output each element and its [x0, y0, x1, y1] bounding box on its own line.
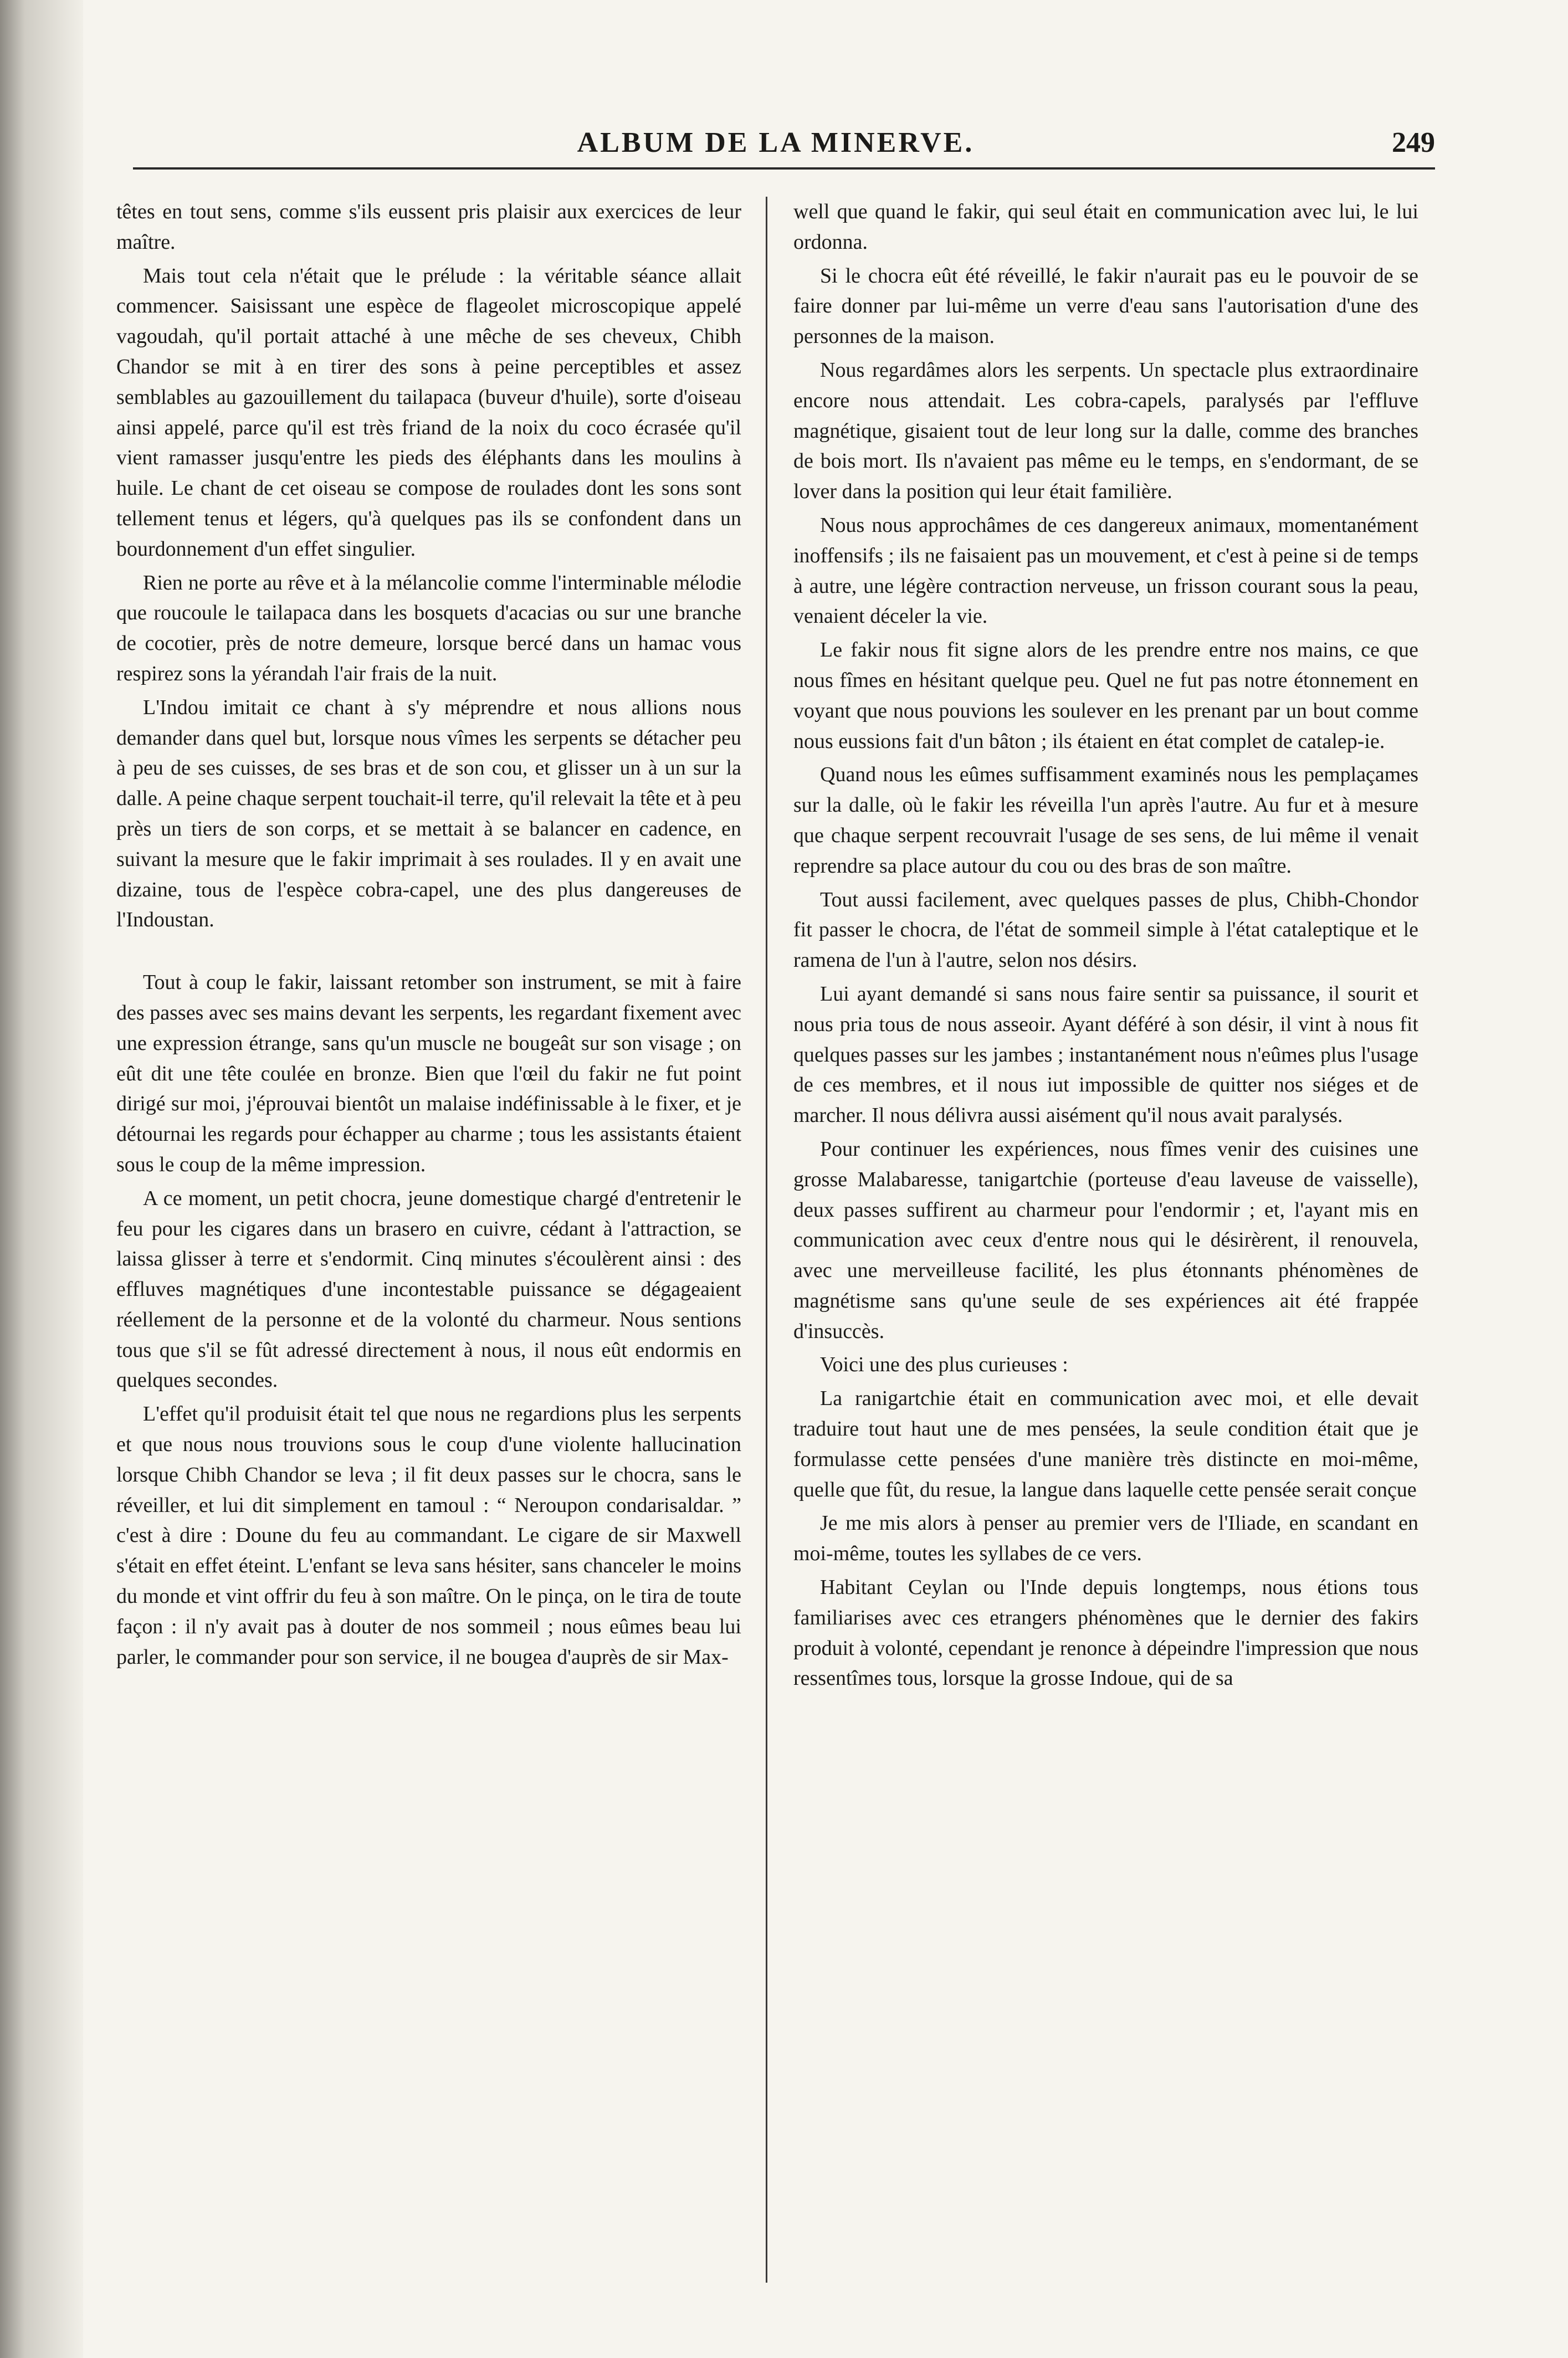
paragraph: A ce moment, un petit chocra, jeune domestique chargé d'entretenir le feu pour les cigares dans un brasero en cuivre, cédant à l'attraction, se laissa glisser à terre et s'endormit. Cinq minutes s'écoulèrent ainsi : des effluves magnétiques d'une incontestable puissance se dégageaient réellement de la personne et de la volonté du charmeur. Nous sentions tous que s'il se fût adressé directement à nous, il nous eût endormis en quelques secondes. — [116, 1186, 741, 1392]
paragraph: Rien ne porte au rêve et à la mélancolie comme l'interminable mélodie que roucoule le tailapaca dans les bosquets d'acacias ou sur une branche de cocotier, près de notre demeure, lorsque bercé dans un hamac vous respirez sons la yérandah l'air frais de la nuit. — [116, 571, 741, 685]
paragraph: Tout à coup le fakir, laissant retomber son instrument, se mit à faire des passes avec ses mains devant les serpents, les regardant fixement avec une expression étrange, sans qu'un muscle ne bougeât sur son visage ; on eût dit une tête coulée en bronze. Bien que l'œil du fakir ne fut point dirigé sur moi, j'éprouvai bientôt un malaise indéfinissable à le fixer, et je détournai les regards pour échapper au charme ; tous les assistants étaient sous le coup de la même impression. — [116, 971, 741, 1176]
paragraph: Je me mis alors à penser au premier vers de l'Iliade, en scandant en moi-même, toutes les syllabes de ce vers. — [793, 1511, 1418, 1566]
header-rule — [133, 167, 1435, 170]
header-title: ALBUM DE LA MINERVE. — [577, 127, 975, 158]
paragraph: Le fakir nous fit signe alors de les prendre entre nos mains, ce que nous fîmes en hésitant quelque peu. Quel ne fut pas notre étonnement en voyant que nous pouvions les soulever en les prenant par un bout comme nous eussions fait d'un bâton ; ils étaient en état complet de catalep-ie. — [793, 638, 1418, 753]
paragraph: Pour continuer les expériences, nous fîmes venir des cuisines une grosse Malabaresse, tanigartchie (porteuse d'eau laveuse de vaisselle), deux passes suffirent au charmeur pour l'endormir ; et, l'ayant mis en communication avec ceux d'entre nous qui le désirèrent, il renouvela, avec une merveilleuse facilité, les plus étonnants phénomènes de magnétisme sans qu'une seule de ses expériences ait été frappée d'insuccès. — [793, 1137, 1418, 1343]
paragraph: Quand nous les eûmes suffisamment examinés nous les pemplaçames sur la dalle, où le fakir les réveilla l'un après l'autre. Au fur et à mesure que chaque serpent recouvrait l'usage de ses sens, de lui même il venait reprendre sa place autour du cou ou des bras de son maître. — [793, 763, 1418, 878]
right-column — [793, 197, 1418, 2297]
paragraph: La ranigartchie était en communication avec moi, et elle devait traduire tout haut une de mes pensées, la seule condition était que je formulasse cette pensées d'une manière très distincte en moi-même, quelle que fût, du resue, la langue dans laquelle cette pensée serait conçue — [793, 1387, 1418, 1501]
paragraph: Nous regardâmes alors les serpents. Un spectacle plus extraordinaire encore nous attendait. Les cobra-capels, paralysés par l'effluve magnétique, gisaient tout de leur long sur la dalle, comme des branches de bois mort. Ils n'avaient pas même eu le temps, en s'endormant, de se lover dans la position qui leur était familière. — [793, 358, 1418, 504]
running-header — [116, 126, 1435, 160]
column-divider — [766, 197, 767, 2283]
paragraph: L'Indou imitait ce chant à s'y méprendre et nous allions nous demander dans quel but, lorsque nous vîmes les serpents se détacher peu à peu de ses cuisses, de ses bras et de son cou, et glisser un à un sur la dalle. A peine chaque serpent touchait-il terre, qu'il relevait la tête et à peu près un tiers de son corps, et se mettait à se balancer en cadence, en suivant la mesure que le fakir imprimait à ses roulades. Il y en avait une dizaine, tous de l'espèce cobra-capel, une des plus dangereuses de l'Indoustan. — [116, 695, 741, 932]
paragraph: Nous nous approchâmes de ces dangereux animaux, momentanément inoffensifs ; ils ne faisaient pas un mouvement, et c'est à peine si de temps à autre, une légère contraction nerveuse, un frisson courant sous la peau, venaient déceler la vie. — [793, 513, 1418, 628]
binding-gutter-shadow — [0, 0, 83, 2358]
paragraph: Mais tout cela n'était que le prélude : la véritable séance allait commencer. Saisissant une espèce de flageolet microscopique appelé vagoudah, qu'il portait attaché à une mêche de ses cheveux, Chibh Chandor se mit à en tirer des sons à peine perceptibles et assez semblables au gazouillement du tailapaca (buveur d'huile), sorte d'oiseau ainsi appelé, parce qu'il est très friand de la noix du coco écrasée qu'il vient ramasser jusqu'entre les pieds des éléphants dans les moulins à huile. Le chant de cet oiseau se compose de roulades dont les sons sont tellement tenus et légers, qu'à quelques pas ils se confondent dans un bourdonnement d'un effet singulier. — [116, 264, 741, 561]
paragraph: Habitant Ceylan ou l'Inde depuis longtemps, nous étions tous familiarises avec ces etrangers phénomènes que le dernier des fakirs produit à volonté, cependant je renonce à dépeindre l'impression que nous ressentîmes tous, lorsque la grosse Indoue, qui de sa — [793, 1576, 1418, 1690]
paragraph: Si le chocra eût été réveillé, le fakir n'aurait pas eu le pouvoir de se faire donner par lui-même un verre d'eau sans l'autorisation d'une des personnes de la maison. — [793, 264, 1418, 348]
paragraph: Voici une des plus curieuses : — [820, 1353, 1068, 1377]
paragraph: well que quand le fakir, qui seul était en communication avec lui, le lui ordonna. — [793, 200, 1418, 254]
left-column — [116, 197, 741, 2297]
page — [116, 105, 1435, 2299]
paragraph: Lui ayant demandé si sans nous faire sentir sa puissance, il sourit et nous pria tous de nous asseoir. Ayant déféré à son désir, il vint à nous fit quelques passes sur les jambes ; instantanément nous n'eûmes plus l'usage de ces membres, et il nous iut impossible de quitter nos siéges et de marcher. Il nous délivra aussi aisément qu'il nous avait paralysés. — [793, 982, 1418, 1127]
page-number: 249 — [1392, 127, 1435, 158]
paragraph: Tout aussi facilement, avec quelques passes de plus, Chibh-Chondor fit passer le chocra, de l'état de sommeil simple à l'état cataleptique et le ramena de l'un à l'autre, selon nos désirs. — [793, 888, 1418, 972]
paragraph: L'effet qu'il produisit était tel que nous ne regardions plus les serpents et que nous nous trouvions sous le coup d'une violente hallucination lorsque Chibh Chandor se leva ; il fit deux passes sur le chocra, sans le réveiller, et lui dit simplement en tamoul : “ Neroupon condarisaldar. ” c'est à dire : Doune du feu au commandant. Le cigare de sir Maxwell s'était en effet éteint. L'enfant se leva sans hésiter, sans chanceler le moins du monde et vint offrir du feu à son maître. On le pinça, on le tira de toute façon : il n'y avait pas à douter de nos sommeil ; nous eûmes beau lui parler, le commander pour son service, il ne bougea d'auprès de sir Max- — [116, 1402, 741, 1669]
paragraph: têtes en tout sens, comme s'ils eussent pris plaisir aux exercices de leur maître. — [116, 200, 741, 254]
